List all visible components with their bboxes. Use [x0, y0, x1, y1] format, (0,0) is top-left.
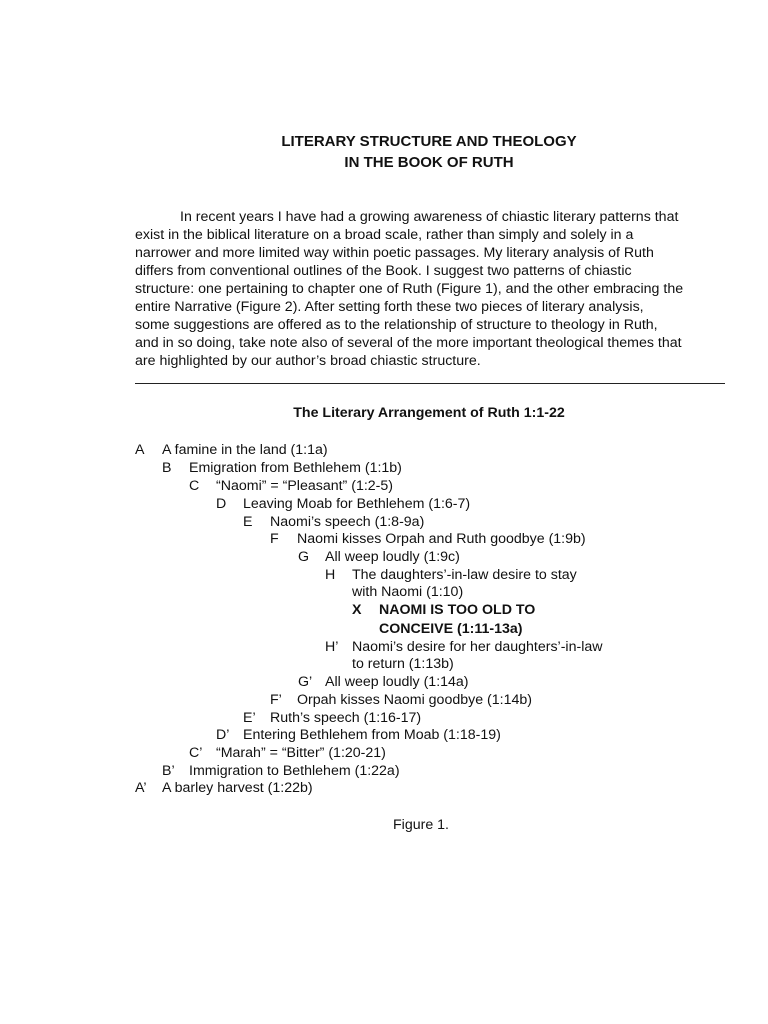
- figure-heading: The Literary Arrangement of Ruth 1:1-22: [293, 405, 565, 421]
- outline-letter: E: [243, 514, 253, 530]
- outline-text: Leaving Moab for Bethlehem (1:6-7): [243, 496, 471, 512]
- intro-line: structure: one pertaining to chapter one of Ruth (Figure 1), and the other embracing the: [135, 281, 684, 297]
- outline-text: “Marah” = “Bitter” (1:20-21): [216, 745, 386, 761]
- outline-text: A barley harvest (1:22b): [162, 780, 313, 796]
- outline-row: [325, 583, 463, 601]
- outline-text: The daughters’-in-law desire to stay: [352, 567, 577, 583]
- outline-text: with Naomi (1:10): [352, 584, 464, 600]
- outline-text: A famine in the land (1:1a): [162, 442, 328, 458]
- outline-text: to return (1:13b): [352, 656, 454, 672]
- outline-letter: A’: [135, 780, 147, 796]
- horizontal-divider: [135, 383, 725, 384]
- outline-text: Ruth’s speech (1:16-17): [270, 710, 422, 726]
- outline-letter: E’: [243, 710, 256, 726]
- intro-line: narrower and more limited way within poetic passages. My literary analysis of Ruth: [135, 245, 654, 261]
- outline-row: [325, 655, 454, 673]
- document-title-line-1: LITERARY STRUCTURE AND THEOLOGY: [281, 133, 577, 150]
- figure-caption: Figure 1.: [393, 817, 449, 833]
- intro-line: entire Narrative (Figure 2). After setting forth these two pieces of literary analysis,: [135, 299, 644, 315]
- outline-row: [325, 566, 577, 584]
- outline-text: Naomi’s speech (1:8-9a): [270, 514, 425, 530]
- outline-row: [325, 638, 603, 656]
- intro-paragraph: [135, 208, 735, 370]
- outline-row: [216, 495, 470, 513]
- outline-row: [189, 744, 386, 762]
- outline-letter: B: [162, 460, 172, 476]
- outline-text: NAOMI IS TOO OLD TO: [379, 602, 536, 618]
- outline-row-center: [352, 620, 523, 638]
- outline-row: [189, 477, 393, 495]
- outline-row: [162, 459, 402, 477]
- outline-letter: D’: [216, 727, 230, 743]
- outline-letter: A: [135, 442, 145, 458]
- outline-letter: C: [189, 478, 200, 494]
- outline-row: [135, 441, 328, 459]
- outline-row: [135, 779, 313, 797]
- document-title-line-2: IN THE BOOK OF RUTH: [344, 154, 514, 171]
- outline-row: [243, 513, 424, 531]
- intro-line: In recent years I have had a growing awareness of chiastic literary patterns that: [180, 209, 679, 225]
- outline-row: [243, 709, 421, 727]
- outline-text: Orpah kisses Naomi goodbye (1:14b): [297, 692, 533, 708]
- outline-letter: H: [325, 567, 336, 583]
- intro-line: differs from conventional outlines of the Book. I suggest two patterns of chiastic: [135, 263, 632, 279]
- outline-letter: G’: [298, 674, 313, 690]
- outline-row: [270, 530, 586, 548]
- outline-text: All weep loudly (1:14a): [325, 674, 469, 690]
- outline-letter: X: [352, 602, 362, 618]
- outline-letter: F: [270, 531, 279, 547]
- intro-line: some suggestions are offered as to the relationship of structure to theology in Ruth,: [135, 317, 658, 333]
- outline-text: Emigration from Bethlehem (1:1b): [189, 460, 402, 476]
- outline-row: [216, 726, 501, 744]
- outline-letter: F’: [270, 692, 282, 708]
- outline-text: Entering Bethlehem from Moab (1:18-19): [243, 727, 501, 743]
- outline-row: [298, 548, 460, 566]
- outline-letter: H’: [325, 639, 339, 655]
- outline-letter: C’: [189, 745, 203, 761]
- intro-line: exist in the biblical literature on a broad scale, rather than simply and solely in a: [135, 227, 634, 243]
- outline-row: [298, 673, 469, 691]
- outline-text: Naomi kisses Orpah and Ruth goodbye (1:9b): [297, 531, 586, 547]
- outline-text: “Naomi” = “Pleasant” (1:2-5): [216, 478, 394, 494]
- outline-row: [270, 691, 532, 709]
- outline-row: [162, 762, 400, 780]
- intro-line: and in so doing, take note also of several of the more important theological themes that: [135, 335, 682, 351]
- outline-text: Naomi’s desire for her daughters’-in-law: [352, 639, 603, 655]
- outline-letter: D: [216, 496, 227, 512]
- outline-text: CONCEIVE (1:11-13a): [379, 621, 523, 637]
- outline-text: Immigration to Bethlehem (1:22a): [189, 763, 400, 779]
- outline-row-center: [352, 601, 535, 619]
- outline-letter: G: [298, 549, 310, 565]
- outline-letter: B’: [162, 763, 175, 779]
- outline-text: All weep loudly (1:9c): [325, 549, 460, 565]
- intro-line: are highlighted by our author’s broad chiastic structure.: [135, 353, 481, 369]
